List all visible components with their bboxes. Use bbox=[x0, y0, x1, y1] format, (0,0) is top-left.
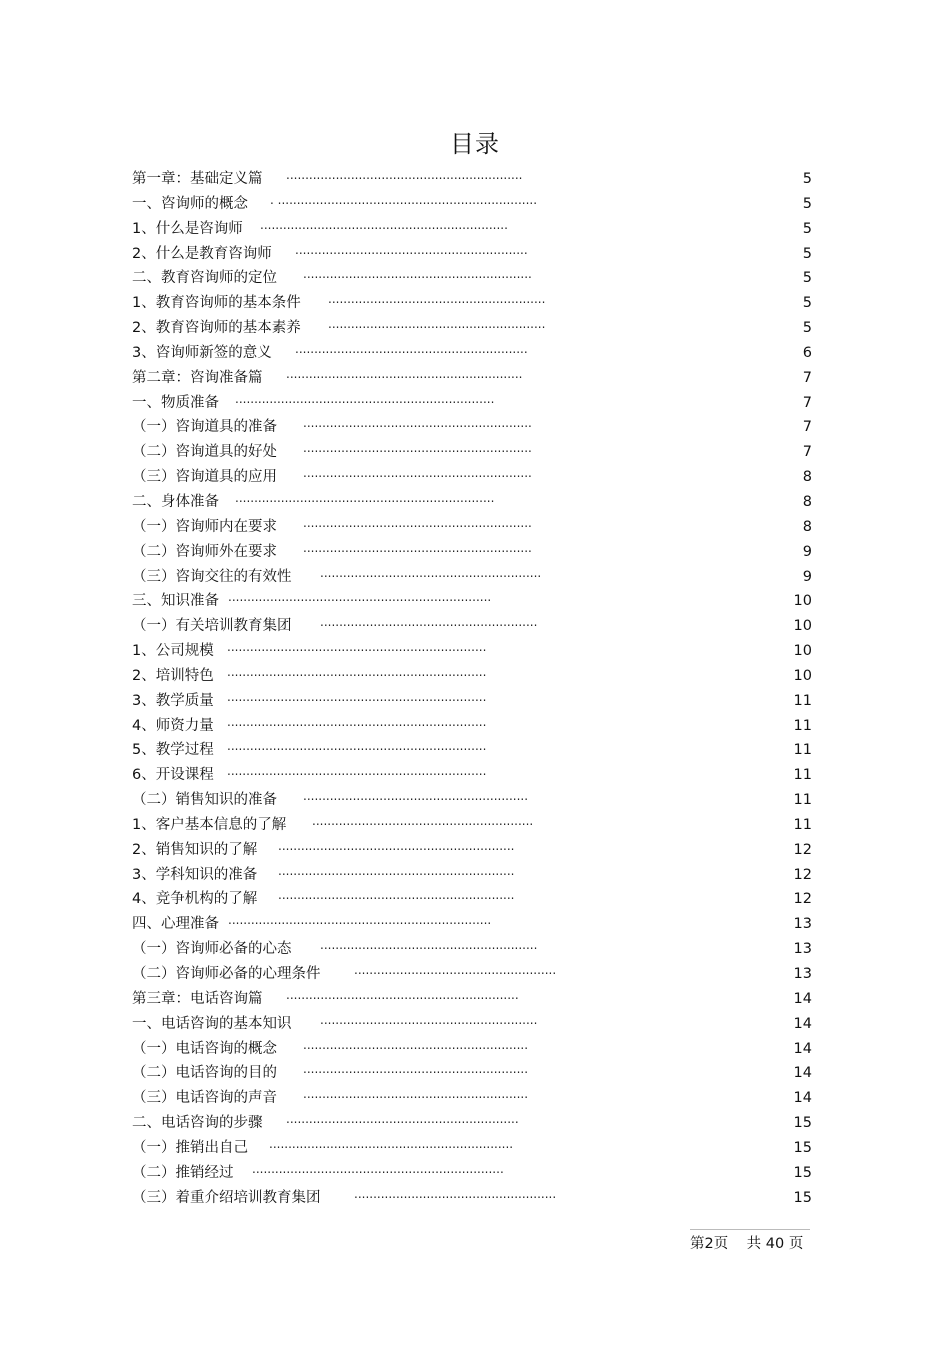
toc-entry-page-number: 8 bbox=[802, 469, 812, 486]
toc-leader-dots: ............................................................ bbox=[303, 267, 532, 282]
toc-entry-label: 第三章：电话咨询篇 bbox=[132, 990, 263, 1007]
toc-leader-dots: ............................................................. bbox=[286, 1112, 519, 1127]
toc-entry-label: 4、师资力量 bbox=[132, 717, 214, 734]
toc-leader-dots: ........................................................... bbox=[303, 1037, 529, 1052]
toc-entry-label: 6、开设课程 bbox=[132, 767, 214, 784]
toc-entry-page-number: 14 bbox=[793, 1015, 812, 1032]
toc-entry-page-number: 14 bbox=[793, 1040, 812, 1057]
toc-entry-page-number: 14 bbox=[793, 1065, 812, 1082]
toc-entry-label: （三）电话咨询的声音 bbox=[132, 1090, 277, 1107]
toc-entry-label: 2、教育咨询师的基本素养 bbox=[132, 320, 301, 337]
toc-entry-page-number: 5 bbox=[802, 295, 812, 312]
toc-leader-dots: ......................................................... bbox=[320, 1012, 538, 1027]
toc-entry-page-number: 11 bbox=[793, 816, 812, 833]
toc-leader-dots: ......................................................... bbox=[320, 615, 538, 630]
toc-entry-page-number: 8 bbox=[802, 518, 812, 535]
toc-entry-label: 三、知识准备 bbox=[132, 593, 219, 610]
toc-leader-dots: .............................................................. bbox=[286, 366, 523, 381]
toc-leader-dots: .......................................................... bbox=[312, 813, 534, 828]
toc-entry-label: （三）着重介绍培训教育集团 bbox=[132, 1189, 321, 1206]
toc-entry-label: 3、咨询师新签的意义 bbox=[132, 344, 272, 361]
toc-leader-dots: ............................................................. bbox=[286, 987, 519, 1002]
toc-leader-dots: ..................................................................... bbox=[228, 590, 492, 605]
toc-entry-label: （一）咨询师必备的心态 bbox=[132, 941, 292, 958]
toc-entry-label: 二、教育咨询师的定位 bbox=[132, 270, 277, 287]
toc-entry-label: 2、什么是教育咨询师 bbox=[132, 245, 272, 262]
toc-entry-label: 5、教学过程 bbox=[132, 742, 214, 759]
toc-entry-page-number: 7 bbox=[802, 394, 812, 411]
toc-entry-label: 1、公司规模 bbox=[132, 643, 214, 660]
toc-entry-page-number: 7 bbox=[802, 369, 812, 386]
toc-leader-dots: ............................................................ bbox=[303, 416, 532, 431]
toc-entry-label: 1、什么是咨询师 bbox=[132, 220, 243, 237]
toc-leader-dots: ................................................................. bbox=[260, 217, 508, 232]
toc-entry-page-number: 13 bbox=[793, 916, 812, 933]
toc-leader-dots: .............................................................. bbox=[286, 168, 523, 182]
toc-entry-label: 2、销售知识的了解 bbox=[132, 841, 258, 858]
toc-entry-page-number: 6 bbox=[802, 344, 812, 361]
toc-entry-page-number: 11 bbox=[793, 742, 812, 759]
toc-entry-label: （一）推销出自己 bbox=[132, 1139, 248, 1156]
toc-leader-dots: . .................................................................... bbox=[270, 192, 538, 207]
toc-entry-page-number: 10 bbox=[793, 593, 812, 610]
toc-leader-dots: .................................................................... bbox=[227, 764, 487, 779]
toc-entry-page-number: 11 bbox=[793, 767, 812, 784]
toc-leader-dots: ......................................................... bbox=[328, 317, 546, 332]
toc-leader-dots: ..................................................... bbox=[354, 1186, 557, 1201]
toc-leader-dots: ......................................................... bbox=[328, 292, 546, 307]
toc-entry-page-number: 10 bbox=[793, 618, 812, 635]
toc-entry-label: 一、电话咨询的基本知识 bbox=[132, 1015, 292, 1032]
toc-entry-page-number: 12 bbox=[793, 891, 812, 908]
toc-entry-page-number: 14 bbox=[793, 1090, 812, 1107]
toc-leader-dots: ........................................................... bbox=[303, 1062, 529, 1077]
toc-entry-label: （一）咨询师内在要求 bbox=[132, 518, 277, 535]
toc-entry-page-number: 13 bbox=[793, 941, 812, 958]
toc-entry-label: 二、电话咨询的步骤 bbox=[132, 1115, 263, 1132]
toc-entry-page-number: 5 bbox=[802, 245, 812, 262]
toc-entry-label: （一）有关培训教育集团 bbox=[132, 618, 292, 635]
toc-entry-label: （二）电话咨询的目的 bbox=[132, 1065, 277, 1082]
toc-leader-dots: .................................................................... bbox=[227, 689, 487, 704]
toc-entry-label: （三）咨询交往的有效性 bbox=[132, 568, 292, 585]
toc-entry-page-number: 9 bbox=[802, 543, 812, 560]
toc-entry-label: 一、咨询师的概念 bbox=[132, 195, 248, 212]
toc-entry-page-number: 10 bbox=[793, 667, 812, 684]
toc-entry-page-number: 5 bbox=[802, 270, 812, 287]
toc-entry-page-number: 7 bbox=[802, 419, 812, 436]
toc-leader-dots: .................................................................... bbox=[235, 391, 495, 406]
table-of-contents bbox=[132, 167, 812, 1210]
toc-entry-label: 1、教育咨询师的基本条件 bbox=[132, 295, 301, 312]
toc-leader-dots: ......................................................... bbox=[320, 938, 538, 953]
total-pages: 共 40 页 bbox=[746, 1236, 804, 1252]
toc-entry-label: （二）推销经过 bbox=[132, 1164, 234, 1181]
toc-leader-dots: ............................................................ bbox=[303, 466, 532, 481]
toc-leader-dots: ..................................................................... bbox=[228, 913, 492, 928]
toc-entry-label: （二）咨询师外在要求 bbox=[132, 543, 277, 560]
toc-leader-dots: .............................................................. bbox=[278, 838, 515, 853]
toc-leader-dots: ............................................................ bbox=[303, 515, 532, 530]
toc-entry-page-number: 15 bbox=[793, 1115, 812, 1132]
toc-leader-dots: ........................................................... bbox=[303, 789, 529, 804]
toc-leader-dots: ............................................................ bbox=[303, 540, 532, 555]
toc-leader-dots: .............................................................. bbox=[278, 863, 515, 878]
toc-leader-dots: ..................................................... bbox=[354, 963, 557, 977]
toc-entry-page-number: 15 bbox=[793, 1189, 812, 1206]
toc-leader-dots: .................................................................... bbox=[227, 640, 487, 655]
toc-entry-label: 3、学科知识的准备 bbox=[132, 866, 258, 883]
toc-entry-page-number: 13 bbox=[793, 966, 812, 982]
toc-entry-label: 2、培训特色 bbox=[132, 667, 214, 684]
toc-entry-page-number: 5 bbox=[802, 171, 812, 187]
toc-leader-dots: .................................................................... bbox=[235, 490, 495, 505]
toc-entry-page-number: 14 bbox=[793, 990, 812, 1007]
toc-leader-dots: ............................................................. bbox=[295, 242, 528, 257]
toc-entry-page-number: 5 bbox=[802, 195, 812, 212]
toc-leader-dots: .................................................................... bbox=[227, 739, 487, 754]
toc-entry-label: （一）咨询道具的准备 bbox=[132, 419, 277, 436]
toc-entry-page-number: 8 bbox=[802, 493, 812, 510]
toc-entry-label: （二）销售知识的准备 bbox=[132, 792, 277, 809]
toc-entry-label: （三）咨询道具的应用 bbox=[132, 469, 277, 486]
toc-entry-page-number: 10 bbox=[793, 643, 812, 660]
toc-entry-label: 四、心理准备 bbox=[132, 916, 219, 933]
toc-leader-dots: ........................................................... bbox=[303, 1087, 529, 1102]
toc-entry-label: （二）咨询道具的好处 bbox=[132, 444, 277, 461]
toc-entry-label: 一、物质准备 bbox=[132, 394, 219, 411]
toc-entry-label: （一）电话咨询的概念 bbox=[132, 1040, 277, 1057]
toc-leader-dots: .................................................................... bbox=[227, 664, 487, 679]
toc-entry-page-number: 9 bbox=[802, 568, 812, 585]
toc-leader-dots: .................................................................. bbox=[252, 1161, 504, 1176]
toc-leader-dots: .............................................................. bbox=[278, 888, 515, 903]
toc-leader-dots: .......................................................... bbox=[320, 565, 542, 580]
toc-leader-dots: ............................................................. bbox=[295, 341, 528, 356]
toc-entry-label: 第二章：咨询准备篇 bbox=[132, 369, 263, 386]
toc-entry-page-number: 7 bbox=[802, 444, 812, 461]
page-number: 第2页 bbox=[690, 1236, 729, 1252]
toc-entry-page-number: 15 bbox=[793, 1139, 812, 1156]
toc-entry-label: 3、教学质量 bbox=[132, 692, 214, 709]
toc-entry-page-number: 11 bbox=[793, 717, 812, 734]
toc-leader-dots: ............................................................ bbox=[303, 441, 532, 456]
toc-entry-label: （二）咨询师必备的心理条件 bbox=[132, 966, 321, 982]
toc-entry-page-number: 12 bbox=[793, 841, 812, 858]
toc-entry[interactable] bbox=[132, 1186, 812, 1211]
toc-entry-page-number: 5 bbox=[802, 220, 812, 237]
toc-entry-page-number: 5 bbox=[802, 320, 812, 337]
toc-entry-page-number: 12 bbox=[793, 866, 812, 883]
toc-leader-dots: ................................................................ bbox=[269, 1136, 514, 1151]
toc-entry-page-number: 11 bbox=[793, 792, 812, 809]
page-title: 目录 bbox=[450, 130, 500, 158]
toc-entry-label: 4、竞争机构的了解 bbox=[132, 891, 258, 908]
toc-entry-label: 第一章：基础定义篇 bbox=[132, 171, 263, 187]
toc-entry-label: 二、身体准备 bbox=[132, 493, 219, 510]
page-footer bbox=[690, 1229, 810, 1253]
toc-leader-dots: .................................................................... bbox=[227, 714, 487, 729]
toc-entry-label: 1、客户基本信息的了解 bbox=[132, 816, 287, 833]
toc-entry-page-number: 11 bbox=[793, 692, 812, 709]
toc-entry-page-number: 15 bbox=[793, 1164, 812, 1181]
